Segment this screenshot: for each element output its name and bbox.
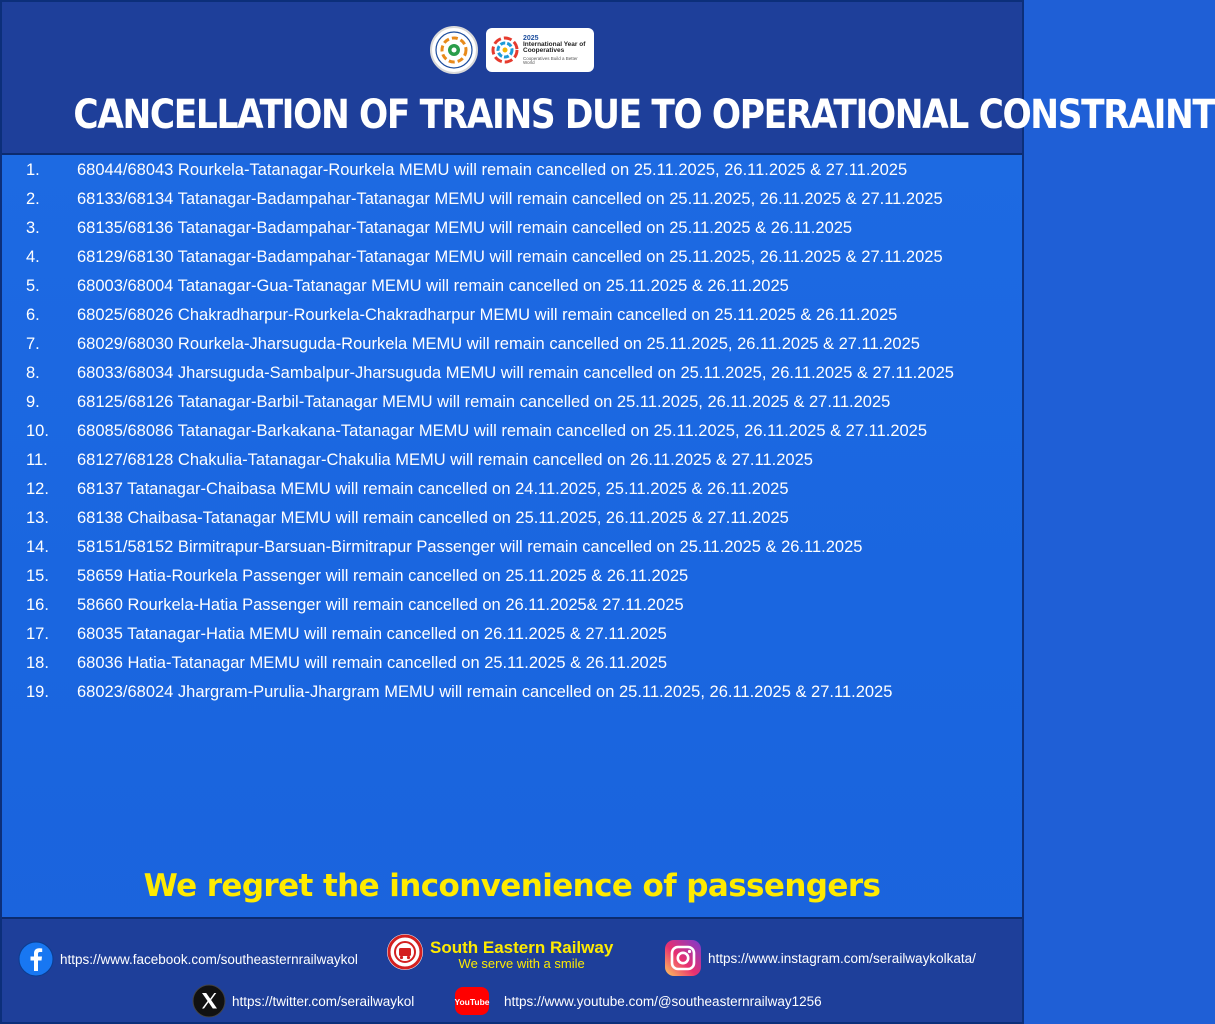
facebook-link-row[interactable] — [18, 941, 358, 977]
facebook-icon[interactable] — [18, 941, 54, 977]
list-item — [2, 160, 1022, 181]
item-number: 17. — [26, 625, 49, 643]
item-number: 9. — [26, 393, 40, 411]
item-number: 16. — [26, 596, 49, 614]
ser-logo-icon — [386, 933, 424, 976]
list-item — [2, 450, 1022, 471]
item-text: 68036 Hatia-Tatanagar MEMU will remain cancelled on 25.11.2025 & 26.11.2025 — [77, 654, 668, 672]
list-item — [2, 508, 1022, 529]
coop-title: International Year of Cooperatives — [523, 40, 586, 54]
list-item — [2, 305, 1022, 326]
instagram-link-row[interactable] — [664, 939, 976, 977]
list-item — [2, 363, 1022, 384]
item-text: 68044/68043 Rourkela-Tatanagar-Rourkela MEMU will remain cancelled on 25.11.2025, 26.11.2025 & 27.11.2025 — [77, 161, 908, 179]
youtube-icon-label: YouTube — [454, 997, 490, 1007]
brand-name: South Eastern Railway — [430, 937, 614, 957]
cooperatives-badge — [486, 28, 594, 72]
item-text: 58660 Rourkela-Hatia Passenger will remain cancelled on 26.11.2025& 27.11.2025 — [77, 596, 684, 614]
item-number: 6. — [26, 306, 40, 324]
logo-row — [2, 26, 1022, 74]
list-item — [2, 392, 1022, 413]
youtube-link[interactable]: https://www.youtube.com/@southeasternrailway1256 — [504, 993, 822, 1009]
list-item — [2, 653, 1022, 674]
instagram-link[interactable]: https://www.instagram.com/serailwaykolkata/ — [708, 950, 976, 966]
item-text: 68127/68128 Chakulia-Tatanagar-Chakulia MEMU will remain cancelled on 26.11.2025 & 27.11.2025 — [77, 451, 813, 469]
x-twitter-icon[interactable] — [192, 984, 226, 1018]
page-title: CANCELLATION OF TRAINS DUE TO OPERATIONAL CONSTRAINT — [73, 92, 1215, 138]
item-number: 14. — [26, 538, 49, 556]
facebook-link[interactable]: https://www.facebook.com/southeasternrailwaykol — [60, 951, 358, 967]
list-item — [2, 479, 1022, 500]
item-text: 68125/68126 Tatanagar-Barbil-Tatanagar MEMU will remain cancelled on 25.11.2025, 26.11.2025 & 27.11.2025 — [77, 393, 891, 411]
cooperatives-logo-icon — [490, 35, 520, 65]
header-band — [2, 2, 1215, 155]
twitter-link-row[interactable] — [192, 984, 414, 1018]
ministry-emblem-icon — [430, 26, 478, 74]
item-text: 68003/68004 Tatanagar-Gua-Tatanagar MEMU will remain cancelled on 25.11.2025 & 26.11.2025 — [77, 277, 789, 295]
cancellation-list — [2, 160, 1022, 711]
twitter-link[interactable]: https://twitter.com/serailwaykol — [232, 993, 415, 1009]
item-number: 8. — [26, 364, 40, 382]
item-text: 68137 Tatanagar-Chaibasa MEMU will remain cancelled on 24.11.2025, 25.11.2025 & 26.11.2025 — [77, 480, 789, 498]
item-text: 68085/68086 Tatanagar-Barkakana-Tatanagar MEMU will remain cancelled on 25.11.2025, 26.11.2025 & 27.11.2025 — [77, 422, 928, 440]
item-number: 11. — [26, 451, 48, 469]
list-item — [2, 595, 1022, 616]
item-number: 18. — [26, 654, 49, 672]
item-number: 4. — [26, 248, 40, 266]
coop-subtitle: Cooperatives Build a Better World — [523, 55, 578, 65]
ser-brand — [386, 933, 613, 976]
item-text: 68133/68134 Tatanagar-Badampahar-Tatanagar MEMU will remain cancelled on 25.11.2025, 26.11.2025 & 27.11.2025 — [77, 190, 943, 208]
youtube-link-row[interactable] — [454, 986, 822, 1016]
item-text: 58151/58152 Birmitrapur-Barsuan-Birmitrapur Passenger will remain cancelled on 25.11.2025 & 26.11.2025 — [77, 538, 863, 556]
item-text: 68023/68024 Jhargram-Purulia-Jhargram MEMU will remain cancelled on 25.11.2025, 26.11.2025 & 27.11.2025 — [77, 683, 893, 701]
coop-year: 2025 — [523, 34, 539, 42]
brand-slogan: We serve with a smile — [458, 955, 585, 971]
instagram-icon[interactable] — [664, 939, 702, 977]
list-item — [2, 566, 1022, 587]
item-number: 7. — [26, 335, 40, 353]
item-text: 68029/68030 Rourkela-Jharsuguda-Rourkela MEMU will remain cancelled on 25.11.2025, 26.11.2025 & 27.11.2025 — [77, 335, 920, 353]
item-number: 3. — [26, 219, 40, 237]
item-number: 13. — [26, 509, 49, 527]
item-number: 12. — [26, 480, 49, 498]
list-item — [2, 682, 1022, 703]
youtube-icon[interactable] — [454, 986, 490, 1016]
item-text: 58659 Hatia-Rourkela Passenger will remain cancelled on 25.11.2025 & 26.11.2025 — [77, 567, 689, 585]
list-item — [2, 218, 1022, 239]
item-text: 68025/68026 Chakradharpur-Rourkela-Chakradharpur MEMU will remain cancelled on 25.11.2025 & 26.11.2025 — [77, 306, 898, 324]
list-item — [2, 624, 1022, 645]
item-number: 15. — [26, 567, 49, 585]
item-number: 5. — [26, 277, 40, 295]
item-text: 68135/68136 Tatanagar-Badampahar-Tatanagar MEMU will remain cancelled on 25.11.2025 & 26.11.2025 — [77, 219, 853, 237]
item-number: 2. — [26, 190, 40, 208]
item-number: 1. — [26, 161, 40, 179]
list-item — [2, 247, 1022, 268]
item-text: 68033/68034 Jharsuguda-Sambalpur-Jharsuguda MEMU will remain cancelled on 25.11.2025, 26.11.2025 & 27.11.2025 — [77, 364, 954, 382]
item-number: 19. — [26, 683, 49, 701]
footer-band — [2, 917, 1022, 1022]
list-item — [2, 421, 1022, 442]
item-text: 68138 Chaibasa-Tatanagar MEMU will remain cancelled on 25.11.2025, 26.11.2025 & 27.11.2025 — [77, 509, 789, 527]
item-text: 68035 Tatanagar-Hatia MEMU will remain cancelled on 26.11.2025 & 27.11.2025 — [77, 625, 667, 643]
list-item — [2, 276, 1022, 297]
list-item — [2, 334, 1022, 355]
list-item — [2, 537, 1022, 558]
item-text: 68129/68130 Tatanagar-Badampahar-Tatanagar MEMU will remain cancelled on 25.11.2025, 26.11.2025 & 27.11.2025 — [77, 248, 943, 266]
list-item — [2, 189, 1022, 210]
apology-tagline: We regret the inconvenience of passengers — [143, 868, 881, 904]
item-number: 10. — [26, 422, 49, 440]
